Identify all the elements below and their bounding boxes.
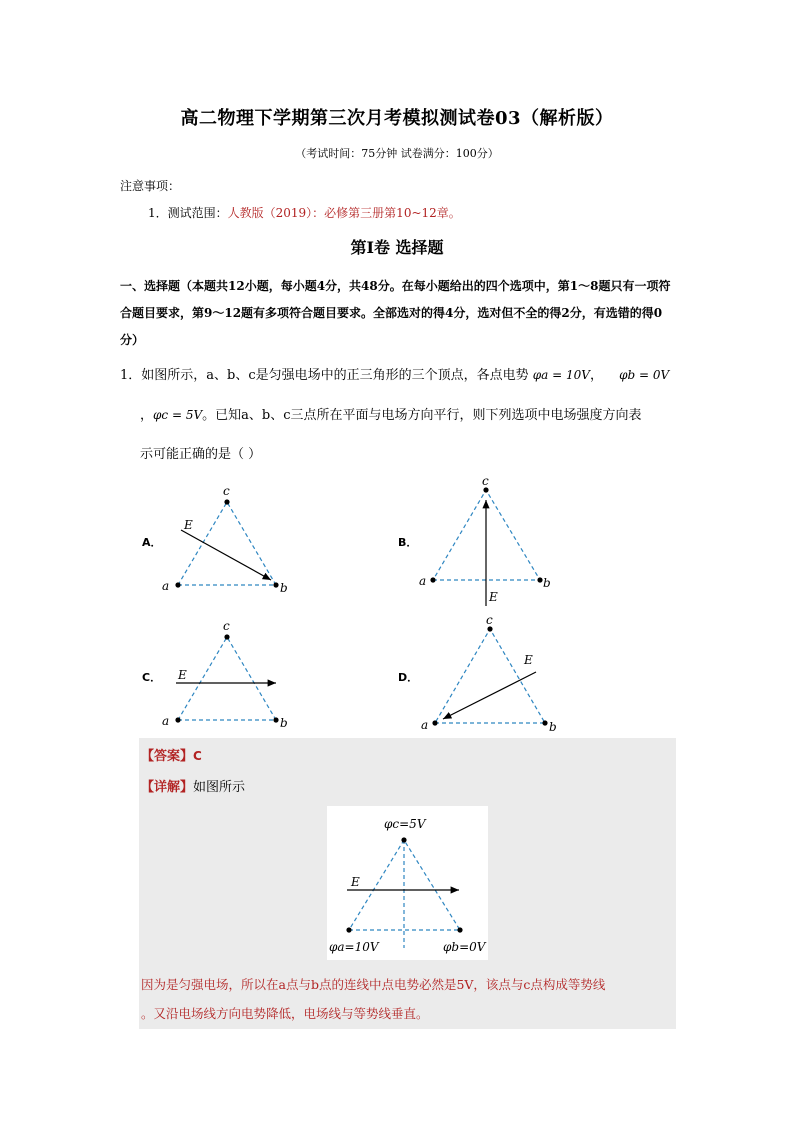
label-a: a	[162, 579, 170, 593]
vertex-a-dot	[175, 717, 180, 722]
vertex-c-dot	[487, 626, 492, 631]
question-1-line-1: 1．如图所示，a、b、c是匀强电场中的正三角形的三个顶点，各点电势 φa = 10V， φb = 0V	[120, 368, 670, 383]
option-c-label[interactable]: C．	[142, 671, 162, 684]
vertex-b-dot	[457, 927, 462, 932]
page-title: 高二物理下学期第三次月考模拟测试卷03（解析版）	[180, 108, 614, 129]
vertex-a-dot	[346, 927, 351, 932]
notice-item-prefix: 1．测试范围：	[148, 206, 228, 220]
vertex-b-dot	[273, 717, 278, 722]
detail-line	[141, 776, 245, 795]
vertex-c-dot	[401, 837, 406, 842]
notice-heading: 注意事项：	[120, 179, 181, 193]
solution-figure	[327, 806, 488, 960]
vertex-a-dot	[430, 577, 435, 582]
vertex-a-dot	[432, 720, 437, 725]
vertex-b-dot	[537, 577, 542, 582]
vertex-b-dot	[542, 720, 547, 725]
section-title: 第Ⅰ卷 选择题	[350, 238, 444, 257]
vertex-b-dot	[273, 582, 278, 587]
option-d-diagram	[415, 612, 560, 737]
phi-b-value: φb = 0V	[619, 368, 670, 382]
question-1-text-part2: 。已知a、b、c三点所在平面与电场方向平行，则下列选项中电场强度方向表	[202, 408, 642, 423]
label-c: c	[223, 484, 230, 498]
option-a-label[interactable]: A．	[142, 536, 162, 549]
label-e: E	[524, 653, 533, 667]
label-a: a	[162, 714, 170, 728]
option-d-label[interactable]: D．	[398, 671, 419, 684]
label-a: a	[419, 574, 427, 588]
phi-a-label: φa=10V	[329, 940, 379, 954]
exam-info: （考试时间：75分钟 试卷满分：100分）	[295, 147, 499, 160]
label-b: b	[543, 576, 551, 590]
question-1-line-3: 示可能正确的是（ ）	[140, 447, 262, 462]
notice-item	[148, 204, 461, 221]
label-c: c	[223, 619, 230, 633]
label-e: E	[351, 875, 360, 889]
label-e: E	[178, 668, 187, 682]
phi-a-value: φa = 10V	[532, 368, 590, 382]
label-e: E	[184, 518, 193, 532]
label-a: a	[421, 718, 429, 732]
phi-c-label: φc=5V	[384, 817, 426, 831]
option-b-label[interactable]: B．	[398, 536, 418, 549]
option-b-diagram	[415, 473, 560, 608]
triangle	[178, 502, 276, 585]
notice-item-text: 人教版（2019）：必修第三册第10~12章。	[227, 206, 461, 220]
label-c: c	[486, 613, 493, 627]
detail-label: 【详解】	[141, 780, 194, 795]
triangle	[178, 637, 276, 720]
label-c: c	[482, 474, 489, 488]
field-arrow	[443, 672, 536, 719]
instructions: 一、选择题（本题共12小题，每小题4分，共48分。在每小题给出的四个选项中，第1～8题只有一项符合题目要求，第9～12题有多项符合题目要求。全部选对的得4分，选对但不全的得2分，有选错的得0分）	[120, 279, 671, 347]
explanation-line-1: 因为是匀强电场，所以在a点与b点的连线中点电势必然是5V，该点与c点构成等势线	[141, 977, 606, 992]
answer-line	[141, 745, 202, 764]
label-b: b	[549, 720, 557, 734]
question-1-line-2: ，φc = 5V。已知a、b、c三点所在平面与电场方向平行，则下列选项中电场强度方向表	[140, 408, 642, 423]
vertex-c-dot	[224, 634, 229, 639]
answer-label: 【答案】	[141, 749, 194, 764]
detail-text: 如图所示	[193, 780, 246, 795]
answer-value: C	[193, 749, 202, 763]
vertex-c-dot	[224, 499, 229, 504]
label-b: b	[280, 581, 288, 595]
label-e: E	[489, 590, 498, 604]
option-c-diagram	[158, 617, 298, 732]
phi-b-label: φb=0V	[443, 940, 486, 954]
solution-diagram	[327, 806, 488, 960]
vertex-a-dot	[175, 582, 180, 587]
phi-c-value: φc = 5V	[153, 408, 203, 422]
label-b: b	[280, 716, 288, 730]
field-arrow	[181, 530, 271, 580]
option-a-diagram	[158, 482, 298, 597]
question-1-text-part1: 1．如图所示，a、b、c是匀强电场中的正三角形的三个顶点，各点电势	[120, 368, 529, 383]
explanation-line-2: 。又沿电场线方向电势降低，电场线与等势线垂直。	[141, 1006, 429, 1021]
vertex-c-dot	[483, 487, 488, 492]
